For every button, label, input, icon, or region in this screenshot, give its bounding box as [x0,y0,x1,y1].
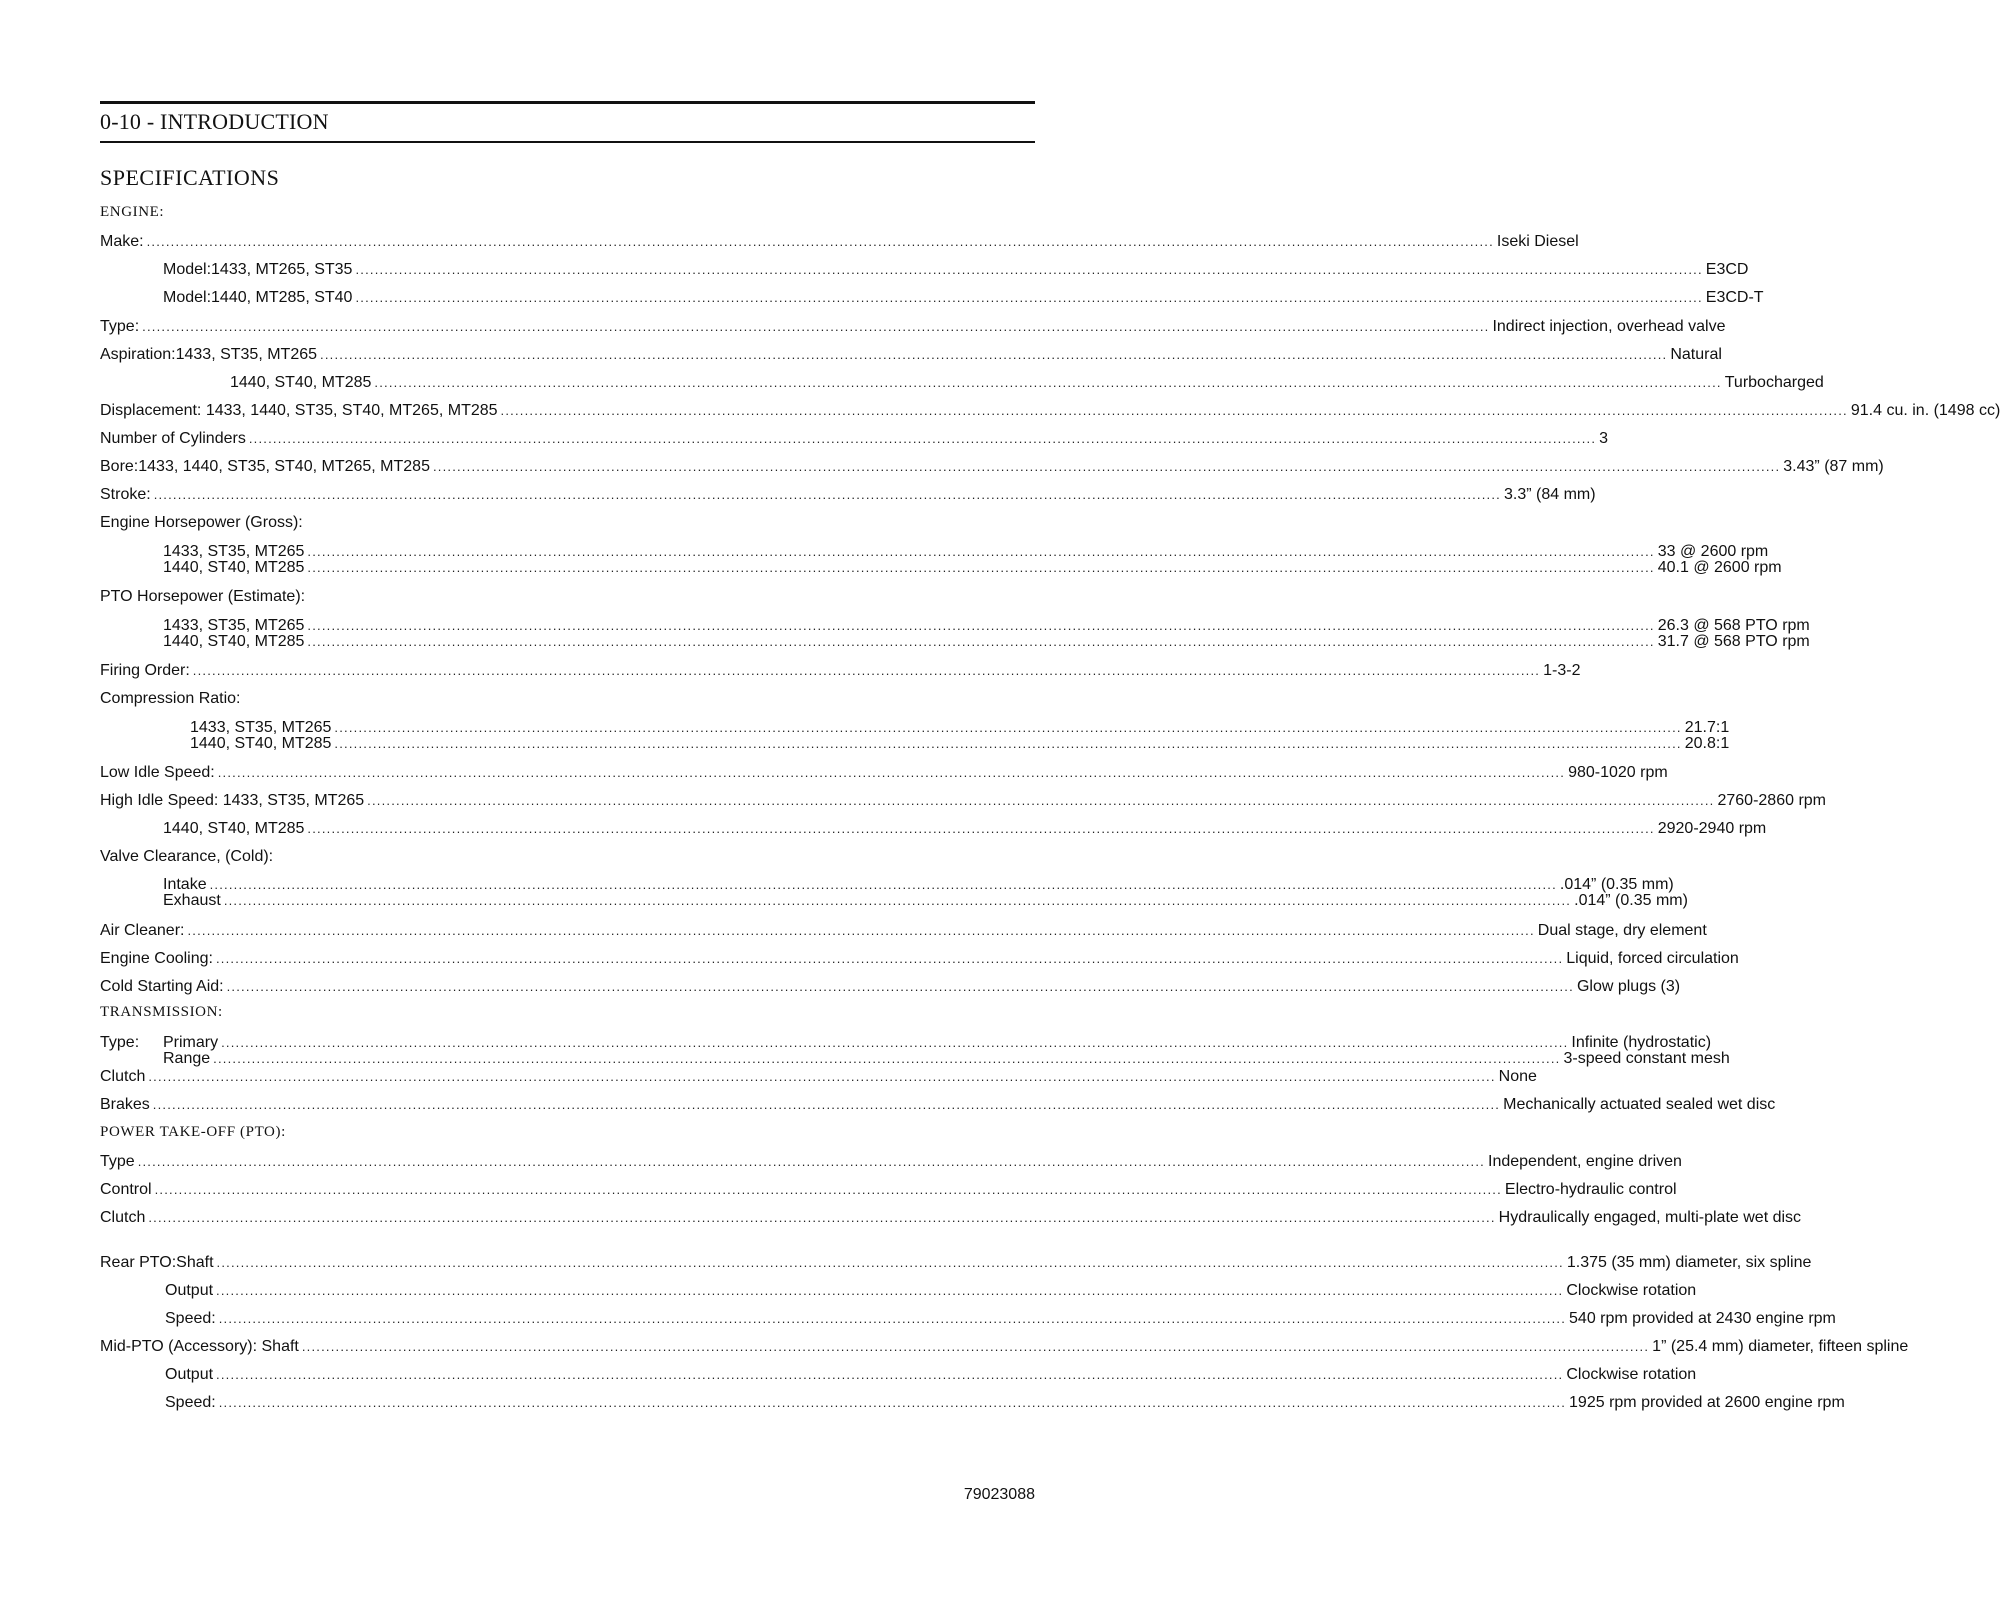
spec-pto-control [100,1181,1677,1201]
spec-value: Turbocharged [1724,374,1824,391]
dot-leader: ........................................................................................................................................................................................................................................................................................ [307,544,1655,559]
spec-label: Brakes [100,1096,150,1113]
spec-value: 1.375 (35 mm) diameter, six spline [1566,1254,1812,1271]
spec-rear-pto-output [165,1282,1697,1302]
spec-label: Low Idle Speed: [100,764,215,781]
spec-value: 20.8:1 [1684,735,1730,752]
dot-leader: ........................................................................................................................................................................................................................................................................................ [217,765,1566,780]
spec-value: 540 rpm provided at 2430 engine rpm [1569,1310,1836,1327]
spec-label: Clutch [100,1209,146,1226]
pto-heading: POWER TAKE-OFF (PTO): [100,1124,286,1140]
spec-sub: Output [165,1282,214,1299]
dot-leader: ........................................................................................................................................................................................................................................................................................ [248,431,1597,446]
spec-sub: Range [163,1050,211,1067]
spec-sub: 1433, ST35, MT265 [190,719,332,736]
dot-leader: ........................................................................................................................................................................................................................................................................................ [216,1367,1564,1382]
spec-value: Liquid, forced circulation [1566,950,1739,967]
dot-leader: ........................................................................................................................................................................................................................................................................................ [432,459,1781,474]
spec-displacement [100,402,2000,422]
spec-label: Air Cleaner: [100,922,185,939]
spec-pto-hp-2 [163,633,1810,651]
spec-air-cleaner [100,922,1707,942]
spec-low-idle [100,764,1668,784]
spec-value: E3CD [1705,261,1749,278]
spec-cylinders [100,430,1609,450]
spec-cold-start [100,978,1681,998]
spec-trans-type-label: Type: [100,1034,140,1051]
dot-leader: ........................................................................................................................................................................................................................................................................................ [216,1283,1564,1298]
page-title: 0-10 - INTRODUCTION [100,109,329,134]
spec-value: .014” (0.35 mm) [1574,892,1688,909]
dot-leader: ........................................................................................................................................................................................................................................................................................ [334,736,1682,751]
spec-value: 40.1 @ 2600 rpm [1657,559,1782,576]
spec-value: Mechanically actuated sealed wet disc [1503,1096,1776,1113]
spec-model-2 [163,289,1764,309]
spec-value: 980-1020 rpm [1568,764,1668,781]
spec-sub: 1433, ST35, MT265 [163,617,305,634]
spec-compression-label: Compression Ratio: [100,690,241,707]
spec-label: Engine Cooling: [100,950,213,967]
spec-value: 3.43” (87 mm) [1783,458,1884,475]
spec-high-idle-2 [163,820,1767,840]
spec-sub: Intake [163,876,207,893]
document-number: 79023088 [963,1486,1035,1503]
dot-leader: ........................................................................................................................................................................................................................................................................................ [192,663,1541,678]
spec-value: 3.3” (84 mm) [1504,486,1596,503]
dot-leader: ........................................................................................................................................................................................................................................................................................ [320,347,1668,362]
spec-label: Control [100,1181,152,1198]
spec-mid-pto-output [165,1366,1697,1386]
spec-value: 91.4 cu. in. (1498 cc) [1850,402,2000,419]
spec-sub: 1440, ST40, MT285 [230,374,372,391]
dot-leader: ........................................................................................................................................................................................................................................................................................ [355,290,1703,305]
spec-sub: Speed: [165,1310,216,1327]
spec-label: Type: [100,318,140,335]
dot-leader: ........................................................................................................................................................................................................................................................................................ [148,1069,1496,1084]
spec-sub: 1433, ST35, MT265 [163,543,305,560]
dot-leader: ........................................................................................................................................................................................................................................................................................ [307,634,1655,649]
spec-label: Clutch [100,1068,146,1085]
spec-value: 3-speed constant mesh [1563,1050,1730,1067]
spec-value: Clockwise rotation [1566,1282,1697,1299]
spec-make [100,233,1579,253]
dot-leader: ........................................................................................................................................................................................................................................................................................ [213,1051,1561,1066]
dot-leader: ........................................................................................................................................................................................................................................................................................ [500,403,1848,418]
spec-label: Make: [100,233,144,250]
spec-label: Rear PTO: [100,1254,177,1271]
spec-label: Aspiration: [100,346,176,363]
spec-label: Displacement: 1433, 1440, ST35, ST40, MT265, MT285 [100,402,498,419]
dot-leader: ........................................................................................................................................................................................................................................................................................ [301,1339,1650,1354]
spec-sub: 1433, MT265, ST35 [211,261,353,278]
spec-compression-2 [190,735,1730,753]
spec-type [100,318,1726,338]
spec-sub: Output [165,1366,214,1383]
top-rule [100,101,1035,104]
dot-leader: ........................................................................................................................................................................................................................................................................................ [148,1210,1496,1225]
spec-trans-clutch [100,1068,1537,1088]
spec-sub: Exhaust [163,892,221,909]
spec-sub: 1440, ST40, MT285 [163,820,305,837]
spec-pto-type [100,1153,1682,1173]
section-title: SPECIFICATIONS [100,165,280,190]
spec-rear-pto-speed [165,1310,1836,1330]
spec-aspiration-2 [230,374,1824,394]
spec-value: 33 @ 2600 rpm [1657,543,1769,560]
dot-leader: ........................................................................................................................................................................................................................................................................................ [154,1182,1502,1197]
spec-value: 3 [1599,430,1609,447]
dot-leader: ........................................................................................................................................................................................................................................................................................ [137,1154,1485,1169]
spec-value: 2920-2940 rpm [1657,820,1767,837]
dot-leader: ........................................................................................................................................................................................................................................................................................ [187,923,1535,938]
spec-value: E3CD-T [1705,289,1764,306]
spec-value: Hydraulically engaged, multi-plate wet disc [1498,1209,1802,1226]
spec-sub: Speed: [165,1394,216,1411]
dot-leader: ........................................................................................................................................................................................................................................................................................ [142,319,1490,334]
spec-value: None [1498,1068,1537,1085]
spec-value: Electro-hydraulic control [1504,1181,1677,1198]
spec-label: Stroke: [100,486,151,503]
spec-label: Mid-PTO (Accessory): Shaft [100,1338,299,1355]
spec-value: 1-3-2 [1543,662,1581,679]
dot-leader: ........................................................................................................................................................................................................................................................................................ [153,487,1501,502]
dot-leader: ........................................................................................................................................................................................................................................................................................ [307,560,1655,575]
spec-bore [100,458,1884,478]
engine-heading: ENGINE: [100,204,165,220]
spec-firing-order [100,662,1581,682]
dot-leader: ........................................................................................................................................................................................................................................................................................ [374,375,1722,390]
spec-mid-pto-speed [165,1394,1845,1414]
dot-leader: ........................................................................................................................................................................................................................................................................................ [307,821,1655,836]
spec-pto-clutch [100,1209,1802,1229]
spec-sub: Primary [163,1034,219,1051]
spec-label: Model: [163,289,212,306]
dot-leader: ........................................................................................................................................................................................................................................................................................ [218,1395,1567,1410]
spec-value: Glow plugs (3) [1576,978,1681,995]
dot-leader: ........................................................................................................................................................................................................................................................................................ [218,1311,1567,1326]
dot-leader: ........................................................................................................................................................................................................................................................................................ [355,262,1703,277]
dot-leader: ........................................................................................................................................................................................................................................................................................ [146,234,1494,249]
dot-leader: ........................................................................................................................................................................................................................................................................................ [209,877,1557,892]
spec-valve-exhaust [163,892,1688,910]
dot-leader: ........................................................................................................................................................................................................................................................................................ [367,793,1715,808]
spec-value: 1” (25.4 mm) diameter, fifteen spline [1652,1338,1909,1355]
dot-leader: ........................................................................................................................................................................................................................................................................................ [215,951,1564,966]
dot-leader: ........................................................................................................................................................................................................................................................................................ [334,720,1682,735]
title-rule [100,141,1035,143]
spec-value: Infinite (hydrostatic) [1571,1034,1712,1051]
spec-sub: 1433, 1440, ST35, ST40, MT265, MT285 [138,458,430,475]
spec-stroke [100,486,1596,506]
dot-leader: ........................................................................................................................................................................................................................................................................................ [307,618,1655,633]
spec-pto-hp-label: PTO Horsepower (Estimate): [100,588,306,605]
spec-label: Type [100,1153,135,1170]
spec-value: 31.7 @ 568 PTO rpm [1657,633,1810,650]
spec-sub: Shaft [176,1254,214,1271]
dot-leader: ........................................................................................................................................................................................................................................................................................ [152,1097,1501,1112]
spec-sub: 1440, MT285, ST40 [211,289,353,306]
spec-label: Number of Cylinders [100,430,246,447]
spec-hp-gross-label: Engine Horsepower (Gross): [100,514,303,531]
spec-valve-label: Valve Clearance, (Cold): [100,848,274,865]
spec-value: Dual stage, dry element [1537,922,1707,939]
spec-trans-range [163,1050,1730,1068]
spec-sub: 1433, ST35, MT265 [175,346,318,363]
spec-engine-cooling [100,950,1739,970]
spec-value: .014” (0.35 mm) [1559,876,1674,893]
dot-leader: ........................................................................................................................................................................................................................................................................................ [216,1255,1564,1270]
spec-value: Independent, engine driven [1488,1153,1682,1170]
spec-value: 2760-2860 rpm [1717,792,1826,809]
spec-label: Firing Order: [100,662,190,679]
spec-label: Cold Starting Aid: [100,978,224,995]
spec-label: Bore: [100,458,139,475]
spec-label: High Idle Speed: 1433, ST35, MT265 [100,792,365,809]
spec-rear-pto-shaft [100,1254,1812,1274]
dot-leader: ........................................................................................................................................................................................................................................................................................ [226,979,1574,994]
spec-value: 21.7:1 [1684,719,1730,736]
transmission-heading: TRANSMISSION: [100,1004,223,1020]
spec-mid-pto-shaft [100,1338,1909,1358]
spec-value: Iseki Diesel [1496,233,1579,250]
dot-leader: ........................................................................................................................................................................................................................................................................................ [223,893,1572,908]
dot-leader: ........................................................................................................................................................................................................................................................................................ [221,1035,1569,1050]
spec-sub: 1440, ST40, MT285 [190,735,332,752]
spec-label: Model: [163,261,212,278]
spec-sub: 1440, ST40, MT285 [163,559,305,576]
spec-trans-brakes [100,1096,1776,1116]
spec-value: Indirect injection, overhead valve [1492,318,1726,335]
spec-value: 1925 rpm provided at 2600 engine rpm [1569,1394,1845,1411]
spec-hp-gross-2 [163,559,1782,577]
spec-high-idle-1 [100,792,1826,812]
spec-model-1 [163,261,1749,281]
spec-sub: 1440, ST40, MT285 [163,633,305,650]
spec-aspiration-1 [100,346,1722,366]
spec-value: Natural [1670,346,1722,363]
spec-value: 26.3 @ 568 PTO rpm [1657,617,1810,634]
spec-value: Clockwise rotation [1566,1366,1697,1383]
